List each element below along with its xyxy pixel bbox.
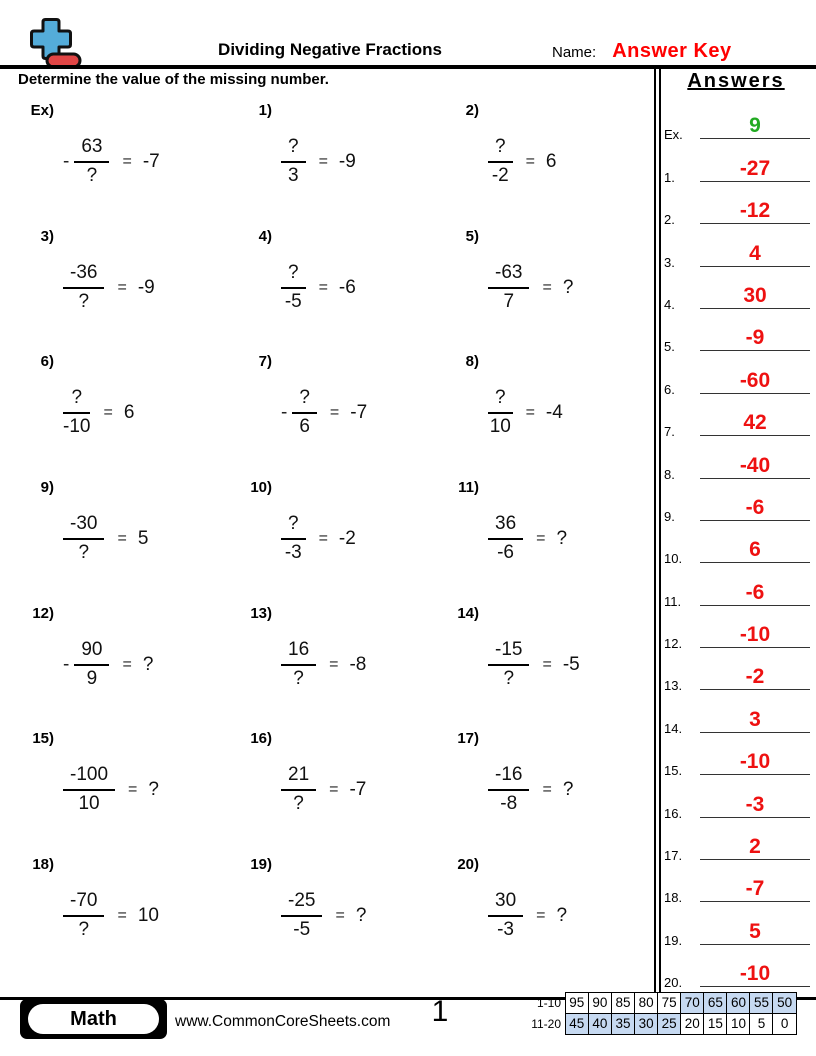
score-cell: 70 — [680, 992, 705, 1014]
fraction-denominator: -2 — [491, 164, 509, 186]
problem-item — [447, 727, 654, 853]
score-cell: 30 — [634, 1013, 659, 1035]
score-cell: 40 — [588, 1013, 613, 1035]
answer-line — [700, 582, 810, 606]
answer-item — [658, 648, 814, 694]
equals-sign: = — [536, 906, 546, 924]
answers-list — [658, 97, 814, 991]
answer-item — [658, 139, 814, 185]
problem-item — [240, 99, 447, 225]
score-cell: 25 — [657, 1013, 682, 1035]
fraction-denominator: -6 — [497, 541, 515, 563]
problem-result: 6 — [123, 402, 135, 424]
score-table — [528, 992, 797, 1035]
answer-item — [658, 97, 814, 143]
answer-value: -27 — [739, 156, 771, 180]
answer-line — [700, 327, 810, 351]
problem-result: -2 — [338, 527, 356, 549]
answer-item — [658, 606, 814, 652]
answer-line — [700, 921, 810, 945]
problem-label: 19) — [250, 856, 272, 874]
fraction — [488, 136, 513, 188]
fraction — [488, 262, 529, 314]
fraction-denominator: ? — [503, 667, 515, 689]
problem-label: 20) — [457, 856, 479, 874]
score-cell: 50 — [772, 992, 797, 1014]
answer-value: -2 — [745, 665, 765, 689]
answer-label: 5. — [664, 339, 675, 355]
math-badge — [20, 999, 167, 1039]
equals-sign: = — [318, 152, 328, 170]
fraction-numerator: 90 — [74, 639, 109, 666]
answer-label: 18. — [664, 890, 683, 906]
fraction-denominator: ? — [78, 541, 90, 563]
answer-line — [700, 878, 810, 902]
fraction-numerator: -15 — [488, 639, 529, 666]
answer-item — [658, 860, 814, 906]
answer-item — [658, 563, 814, 609]
equals-sign: = — [542, 781, 552, 799]
answer-value: 42 — [743, 411, 767, 435]
answer-line — [700, 539, 810, 563]
score-cell: 10 — [726, 1013, 751, 1035]
fraction-numerator: -16 — [488, 764, 529, 791]
problem-label: 3) — [40, 227, 54, 245]
answer-item — [658, 351, 814, 397]
problem-item — [447, 602, 654, 728]
problem-item — [22, 350, 240, 476]
problem-result: ? — [355, 904, 367, 926]
equals-sign: = — [318, 278, 328, 296]
fraction-numerator: ? — [281, 262, 306, 289]
answer-value: -10 — [739, 750, 771, 774]
answer-label: 3. — [664, 254, 675, 270]
problem-item — [240, 350, 447, 476]
answer-value: -40 — [739, 453, 771, 477]
score-cell: 15 — [703, 1013, 728, 1035]
answer-line — [700, 624, 810, 648]
problem-label: Ex) — [30, 102, 54, 119]
answer-value: -10 — [739, 623, 771, 647]
equals-sign: = — [122, 152, 132, 170]
answer-line — [700, 497, 810, 521]
problem-label: 13) — [250, 604, 272, 622]
fraction — [488, 890, 523, 942]
answer-value: 3 — [749, 707, 761, 731]
problem-item — [22, 225, 240, 351]
problem-label: 4) — [258, 227, 272, 245]
problem-result: ? — [142, 653, 154, 675]
answer-line — [700, 836, 810, 860]
answer-label: 20. — [664, 975, 683, 991]
equals-sign: = — [536, 529, 546, 547]
answer-item — [658, 690, 814, 736]
problem-label: 16) — [250, 730, 272, 748]
fraction-denominator: 9 — [86, 667, 98, 689]
fraction — [488, 513, 523, 565]
problem-result: -7 — [349, 779, 367, 801]
fraction-denominator: 6 — [299, 416, 310, 438]
score-cell: 95 — [565, 992, 590, 1014]
fraction-numerator: -36 — [63, 262, 104, 289]
answer-line — [700, 751, 810, 775]
answer-value: 6 — [749, 538, 761, 562]
answer-value: 9 — [749, 114, 761, 138]
header-divider — [0, 65, 816, 69]
answer-label: 12. — [664, 636, 683, 652]
score-cell: 55 — [749, 992, 774, 1014]
fraction-denominator: ? — [293, 793, 304, 815]
score-cell: 5 — [749, 1013, 774, 1035]
answer-label: 11. — [664, 593, 682, 609]
fraction-denominator: -10 — [63, 416, 91, 438]
problem-label: 5) — [465, 227, 479, 245]
problem-result: -8 — [349, 653, 367, 675]
score-cell: 65 — [703, 992, 728, 1014]
fraction-denominator: ? — [293, 667, 304, 689]
answers-panel — [658, 70, 814, 991]
problem-result: -7 — [142, 150, 160, 172]
fraction — [63, 387, 90, 439]
answer-label: 14. — [664, 720, 683, 736]
answer-line — [700, 370, 810, 394]
equals-sign: = — [525, 404, 535, 422]
instruction-text: Determine the value of the missing number. — [18, 71, 329, 88]
equals-sign: = — [329, 655, 339, 673]
fraction-denominator: 7 — [503, 290, 515, 312]
answer-value: -12 — [739, 199, 771, 223]
problem-label: 2) — [465, 102, 479, 119]
answer-item — [658, 818, 814, 864]
score-row — [528, 992, 797, 1014]
problem-result: -4 — [545, 402, 563, 424]
fraction — [281, 262, 306, 314]
answer-label: 13. — [664, 678, 683, 694]
problem-result: ? — [556, 904, 568, 926]
equals-sign: = — [128, 781, 138, 799]
score-cell: 45 — [565, 1013, 590, 1035]
fraction — [281, 890, 322, 942]
fraction-denominator: 10 — [489, 416, 511, 438]
problem-result: -9 — [338, 150, 356, 172]
score-cell: 35 — [611, 1013, 636, 1035]
fraction-numerator: 36 — [488, 513, 523, 540]
problem-item — [447, 99, 654, 225]
answer-label: 6. — [664, 381, 675, 397]
problem-item — [22, 99, 240, 225]
fraction — [281, 513, 306, 565]
fraction-numerator: ? — [281, 513, 306, 540]
equals-sign: = — [117, 529, 127, 547]
fraction — [74, 639, 109, 691]
page-title: Dividing Negative Fractions — [218, 40, 442, 59]
fraction-numerator: -100 — [63, 764, 115, 791]
answer-item — [658, 394, 814, 440]
problem-label: 7) — [258, 353, 272, 371]
answer-value: -3 — [745, 792, 765, 816]
fraction — [292, 387, 317, 439]
problem-item — [447, 853, 654, 979]
fraction-numerator: ? — [292, 387, 317, 414]
answer-label: 16. — [664, 805, 683, 821]
fraction-numerator: 30 — [488, 890, 523, 917]
equals-sign: = — [525, 152, 535, 170]
fraction-denominator: -8 — [500, 793, 518, 815]
problem-label: 9) — [40, 479, 54, 497]
score-row — [528, 1013, 797, 1035]
problem-label: 17) — [457, 730, 479, 748]
score-cell: 60 — [726, 992, 751, 1014]
score-cell: 75 — [657, 992, 682, 1014]
answer-item — [658, 775, 814, 821]
equals-sign: = — [542, 655, 552, 673]
problem-item — [240, 853, 447, 979]
fraction-denominator: ? — [78, 290, 90, 312]
math-badge-label: Math — [28, 1004, 159, 1034]
answer-label: Ex. — [664, 127, 683, 143]
score-cell: 80 — [634, 992, 659, 1014]
fraction — [488, 639, 529, 691]
answer-line — [700, 158, 810, 182]
fraction-numerator: -25 — [281, 890, 322, 917]
fraction — [74, 136, 109, 188]
answer-value: -6 — [745, 580, 765, 604]
name-row — [552, 40, 732, 63]
answer-label: 1. — [664, 169, 675, 185]
fraction-numerator: 21 — [281, 764, 316, 791]
answer-value: 5 — [749, 919, 761, 943]
problem-label: 15) — [32, 730, 54, 748]
problem-label: 18) — [32, 856, 54, 874]
fraction-denominator: 10 — [78, 793, 100, 815]
problem-item — [447, 476, 654, 602]
problem-result: -6 — [338, 276, 356, 298]
answer-item — [658, 224, 814, 270]
fraction-numerator: -70 — [63, 890, 104, 917]
answer-value: -7 — [745, 877, 765, 901]
score-cell: 20 — [680, 1013, 705, 1035]
problem-label: 6) — [40, 353, 54, 371]
problem-result: -5 — [562, 653, 580, 675]
answer-label: 15. — [664, 763, 683, 779]
fraction-numerator: ? — [488, 136, 513, 163]
answer-label: 9. — [664, 508, 675, 524]
answer-value: -6 — [745, 495, 765, 519]
problem-item — [22, 727, 240, 853]
answer-label: 10. — [664, 551, 683, 567]
problem-label: 8) — [465, 353, 479, 371]
problem-item — [22, 602, 240, 728]
fraction-numerator: ? — [281, 136, 306, 163]
score-cell: 85 — [611, 992, 636, 1014]
answer-value: 2 — [749, 835, 761, 859]
answer-line — [700, 285, 810, 309]
answer-item — [658, 521, 814, 567]
answer-line — [700, 412, 810, 436]
problem-result: 10 — [137, 904, 159, 926]
answer-label: 7. — [664, 424, 675, 440]
fraction-denominator: 3 — [288, 164, 299, 186]
answer-value: -10 — [739, 962, 771, 986]
fraction — [63, 513, 104, 565]
name-label: Name: — [552, 44, 597, 61]
score-row-label: 1-10 — [536, 996, 561, 1010]
problem-item — [22, 476, 240, 602]
fraction-denominator: ? — [86, 164, 98, 186]
answer-value: 30 — [743, 283, 767, 307]
fraction-denominator: -5 — [293, 918, 311, 940]
fraction-numerator: -63 — [488, 262, 529, 289]
equals-sign: = — [103, 404, 113, 422]
problem-result: ? — [556, 527, 568, 549]
answer-item — [658, 733, 814, 779]
answer-item — [658, 436, 814, 482]
problem-item — [22, 853, 240, 979]
fraction — [281, 136, 306, 188]
fraction-numerator: 16 — [281, 639, 316, 666]
problems-grid — [22, 99, 654, 979]
answer-value: 4 — [749, 241, 761, 265]
answer-value: -9 — [745, 326, 765, 350]
score-row-label: 11-20 — [531, 1016, 561, 1031]
answer-label: 2. — [664, 212, 675, 228]
equals-sign: = — [117, 278, 127, 296]
problem-result: ? — [562, 276, 574, 298]
score-cell: 0 — [772, 1013, 797, 1035]
answer-label: 19. — [664, 932, 683, 948]
minus-prefix-sign: - — [63, 653, 70, 675]
answer-line — [700, 963, 810, 987]
problem-label: 12) — [32, 604, 54, 622]
answer-line — [700, 200, 810, 224]
fraction — [488, 387, 513, 439]
answers-header: Answers — [687, 70, 785, 92]
problem-result: ? — [562, 779, 574, 801]
minus-prefix-sign: - — [281, 402, 288, 424]
problem-result: ? — [148, 779, 159, 801]
fraction-numerator: ? — [63, 387, 90, 414]
problem-result: -9 — [137, 276, 155, 298]
problem-item — [240, 727, 447, 853]
minus-prefix-sign: - — [63, 150, 70, 172]
equals-sign: = — [117, 906, 127, 924]
fraction-denominator: ? — [78, 918, 90, 940]
answer-item — [658, 267, 814, 312]
problem-item — [240, 225, 447, 351]
answer-item — [658, 479, 814, 524]
fraction-numerator: 63 — [74, 136, 109, 163]
problem-result: -7 — [350, 402, 368, 424]
answer-label: 4. — [664, 296, 675, 312]
problem-label: 11) — [458, 479, 479, 497]
equals-sign: = — [329, 781, 339, 799]
answer-key-text: Answer Key — [612, 40, 732, 62]
answer-item — [658, 309, 814, 355]
answer-item — [658, 945, 814, 991]
answer-line — [700, 243, 810, 267]
problem-item — [447, 350, 654, 476]
equals-sign: = — [122, 655, 132, 673]
problem-label: 14) — [457, 604, 479, 622]
problem-item — [240, 476, 447, 602]
problem-item — [240, 602, 447, 728]
fraction-numerator: ? — [488, 387, 513, 414]
fraction-numerator: -30 — [63, 513, 104, 540]
problem-label: 10) — [250, 479, 272, 497]
equals-sign: = — [329, 404, 340, 422]
answer-label: 17. — [664, 848, 683, 864]
fraction-denominator: -3 — [284, 541, 302, 563]
answer-value: -60 — [739, 368, 771, 392]
score-cell: 90 — [588, 992, 613, 1014]
website-text: www.CommonCoreSheets.com — [175, 1013, 391, 1030]
fraction-denominator: -5 — [284, 290, 302, 312]
answer-label: 8. — [664, 466, 675, 482]
answer-line — [700, 666, 810, 690]
fraction — [63, 764, 115, 816]
page-number: 1 — [431, 995, 449, 1028]
answer-item — [658, 902, 814, 948]
answer-item — [658, 182, 814, 228]
answer-line — [700, 455, 810, 479]
fraction — [281, 639, 316, 691]
equals-sign: = — [335, 906, 345, 924]
fraction — [281, 764, 316, 816]
answer-line — [700, 794, 810, 818]
answer-line — [700, 709, 810, 733]
fraction — [63, 890, 104, 942]
fraction — [488, 764, 529, 816]
problem-item — [447, 225, 654, 351]
problem-result: 6 — [545, 150, 557, 172]
answer-line — [700, 115, 810, 139]
equals-sign: = — [542, 278, 552, 296]
equals-sign: = — [318, 529, 328, 547]
problem-label: 1) — [258, 102, 272, 119]
fraction-denominator: -3 — [497, 918, 515, 940]
problem-result: 5 — [137, 527, 149, 549]
fraction — [63, 262, 104, 314]
